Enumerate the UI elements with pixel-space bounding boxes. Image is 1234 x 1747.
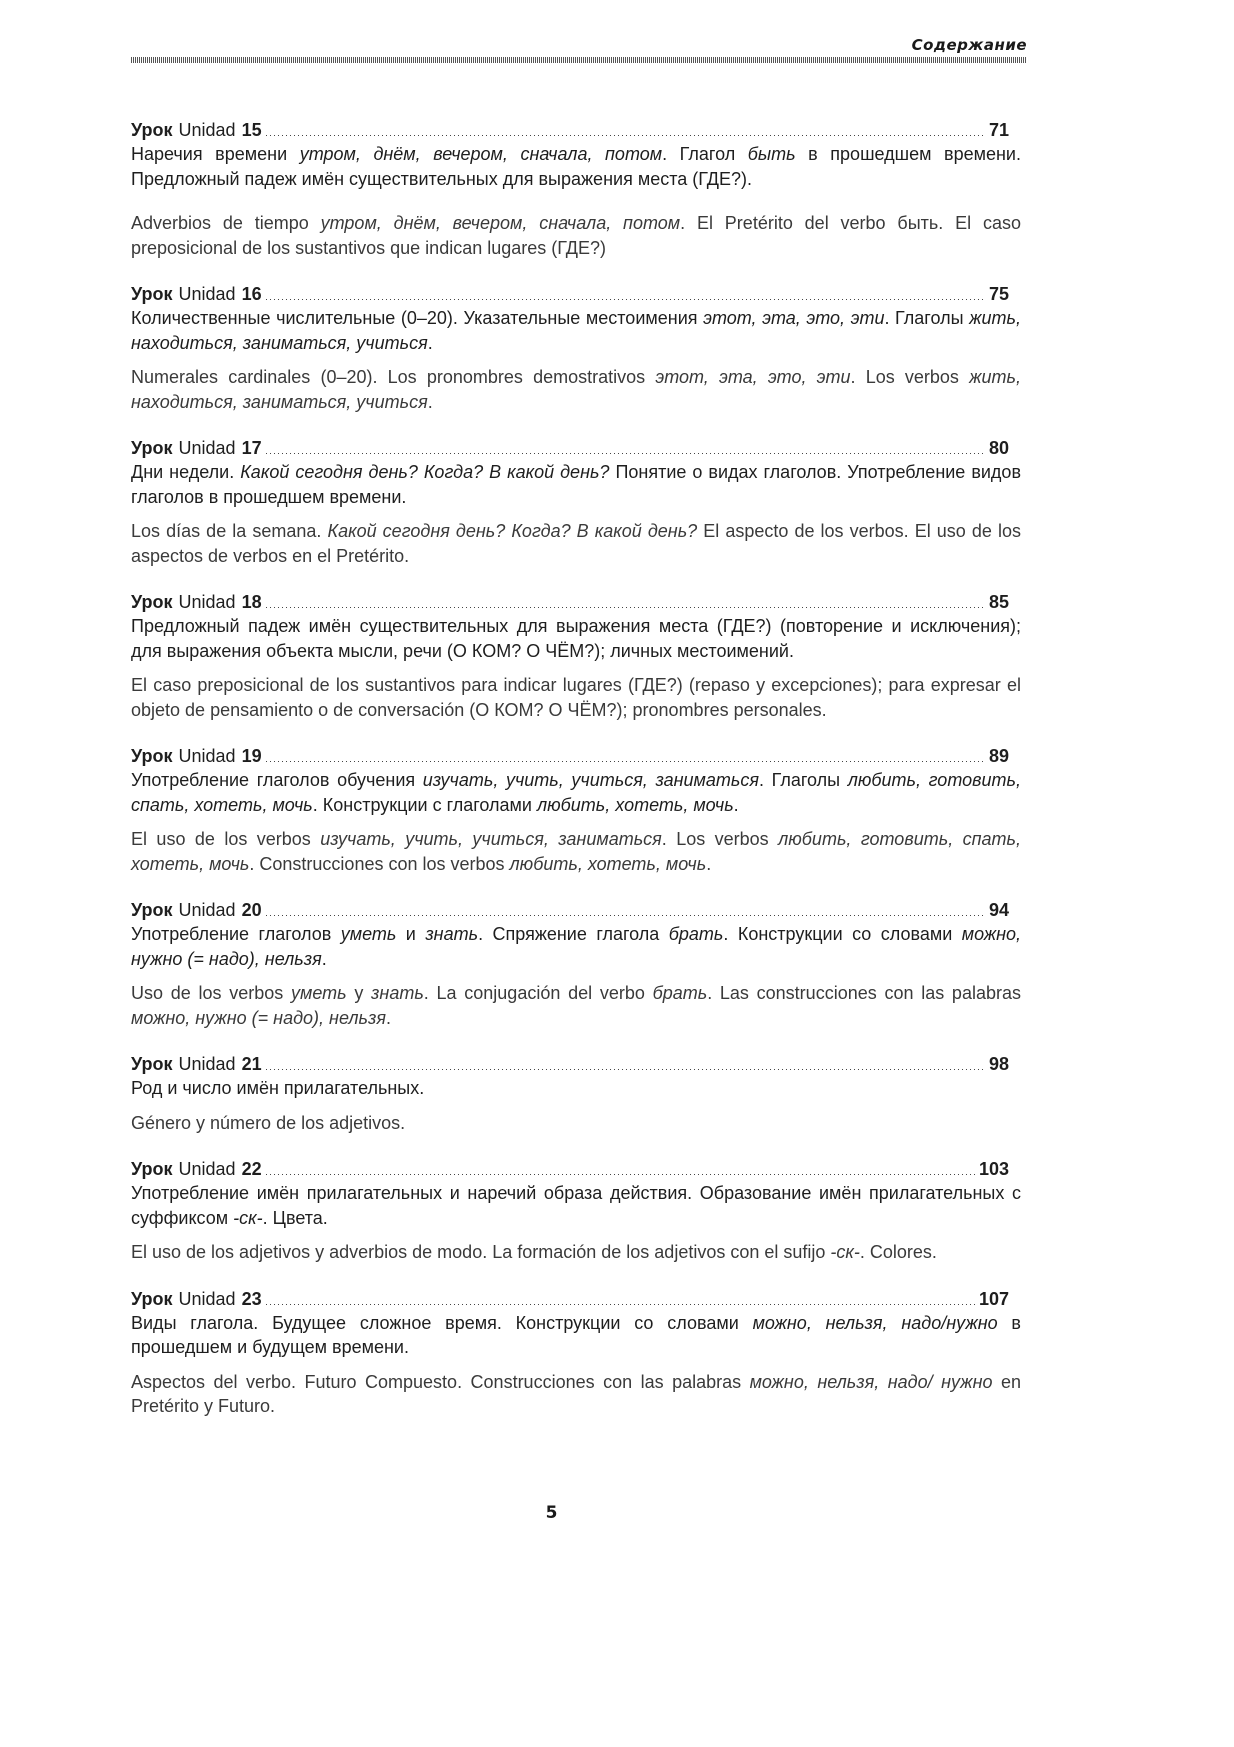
description-spanish — [131, 365, 1021, 414]
italic-term: жить, находиться, заниматься, учиться — [131, 367, 1021, 412]
italic-term: уметь — [290, 983, 347, 1003]
unit-label: Unidad — [178, 284, 236, 304]
lesson-page-number[interactable]: 80 — [988, 438, 1009, 458]
text-run: Adverbios de tiempo — [131, 213, 321, 233]
lesson-number: 23 — [241, 1288, 262, 1309]
unit-label: Unidad — [178, 438, 236, 458]
text-run: . Las construcciones con las palabras — [707, 983, 1021, 1003]
toc-entry-heading[interactable] — [131, 744, 1009, 768]
text-run: Род и число имён прилагательных. — [131, 1078, 425, 1098]
text-run: . Глагол — [662, 144, 748, 164]
lesson-number: 16 — [241, 284, 262, 304]
italic-term: изучать, учить, учиться, заниматься — [422, 770, 759, 790]
dot-leader — [266, 761, 985, 762]
text-run: . Los verbos — [661, 829, 779, 849]
text-run: и — [396, 924, 426, 944]
text-run: . — [385, 1007, 391, 1028]
dot-leader — [266, 135, 985, 136]
text-run: в прошедшем и будущем времени. — [131, 1312, 1021, 1357]
dot-leader — [266, 453, 985, 454]
description-russian — [131, 1181, 1021, 1230]
italic-term: -ск- — [830, 1242, 860, 1262]
description-russian — [131, 306, 1021, 355]
text-run: Uso de los verbos — [131, 983, 291, 1003]
description-russian — [131, 460, 1021, 509]
dot-leader — [266, 607, 985, 608]
text-run: . Глаголы — [884, 308, 970, 328]
description-russian — [131, 768, 1021, 817]
description-spanish — [131, 1370, 1021, 1419]
toc-entry-heading[interactable] — [131, 1157, 1009, 1181]
description-spanish — [131, 1111, 1021, 1136]
text-run: Aspectos del verbo. Futuro Compuesto. Construcciones con las palabras — [131, 1371, 750, 1392]
text-run: . — [733, 794, 739, 815]
text-run: . — [706, 853, 712, 874]
italic-term: Какой сегодня день? Когда? В какой день? — [240, 462, 610, 482]
text-run: . La conjugación del verbo — [423, 983, 653, 1003]
lesson-number: 21 — [241, 1054, 262, 1074]
text-run: Употребление глаголов обучения — [131, 770, 423, 790]
italic-term: жить, находиться, заниматься, учиться — [131, 308, 1021, 353]
italic-term: этот, эта, это, эти — [703, 308, 885, 328]
toc-entry — [131, 590, 1021, 722]
text-run: . Construcciones con los verbos — [249, 853, 510, 874]
italic-term: можно, нельзя, надо/нужно — [752, 1312, 998, 1333]
lesson-label: Урок — [131, 746, 173, 766]
table-of-contents — [131, 118, 1021, 1441]
text-run: Género y número de los adjetivos. — [131, 1112, 406, 1133]
text-run: Количественные числительные (0–20). Указательные местоимения — [131, 308, 704, 328]
lesson-number: 15 — [241, 120, 262, 140]
italic-term: любить, хотеть, мочь — [509, 853, 707, 874]
unit-label: Unidad — [178, 1159, 236, 1179]
lesson-label: Урок — [131, 900, 173, 920]
description-spanish — [131, 981, 1021, 1030]
lesson-label: Урок — [131, 120, 173, 140]
description-spanish — [131, 1240, 1021, 1265]
italic-term: можно, нужно (= надо), нельзя — [131, 1007, 386, 1028]
dot-leader — [266, 1304, 975, 1305]
lesson-page-number[interactable]: 107 — [978, 1288, 1009, 1309]
text-run: . — [321, 948, 327, 969]
text-run: . — [427, 391, 433, 412]
toc-entry-heading[interactable] — [131, 1287, 1009, 1311]
unit-label: Unidad — [178, 1054, 236, 1074]
text-run: . Colores. — [859, 1242, 937, 1262]
italic-term: утром, днём, вечером, сначала, потом — [320, 213, 681, 233]
toc-entry — [131, 898, 1021, 1030]
description-russian — [131, 1311, 1021, 1360]
italic-term: любить, готовить, спать, хотеть, мочь — [131, 829, 1021, 874]
toc-entry — [131, 1052, 1021, 1135]
text-run: . Глаголы — [758, 770, 848, 790]
unit-label: Unidad — [178, 120, 236, 140]
lesson-number: 22 — [241, 1159, 262, 1179]
text-run: . — [427, 332, 433, 353]
text-run: Употребление глаголов — [131, 924, 341, 944]
description-spanish — [131, 673, 1021, 722]
unit-label: Unidad — [178, 746, 236, 766]
description-russian — [131, 922, 1021, 971]
lesson-label: Урок — [131, 1288, 173, 1309]
lesson-page-number[interactable]: 94 — [988, 900, 1009, 920]
lesson-page-number[interactable]: 85 — [988, 592, 1009, 612]
text-run: в прошедшем времени. Предложный падеж имён существительных для выражения места (ГДЕ?). — [131, 144, 1021, 189]
dot-leader — [266, 1069, 985, 1070]
toc-entry-heading[interactable] — [131, 436, 1009, 460]
text-run: y — [346, 983, 372, 1003]
lesson-number: 18 — [241, 592, 262, 612]
lesson-label: Урок — [131, 284, 173, 304]
toc-entry-heading[interactable] — [131, 898, 1009, 922]
header-divider — [131, 57, 1027, 63]
italic-term: любить, готовить, спать, хотеть, мочь — [131, 770, 1021, 815]
lesson-number: 17 — [241, 438, 262, 458]
italic-term: быть — [747, 144, 796, 164]
text-run: . Los verbos — [850, 367, 970, 387]
lesson-number: 20 — [241, 900, 262, 920]
dot-leader — [266, 299, 985, 300]
italic-term: брать — [668, 924, 724, 944]
lesson-page-number[interactable]: 75 — [988, 284, 1009, 304]
description-spanish — [131, 827, 1021, 876]
dot-leader — [266, 915, 985, 916]
italic-term: знать — [371, 983, 424, 1003]
description-russian — [131, 1076, 1021, 1101]
description-russian — [131, 614, 1021, 663]
toc-entry — [131, 436, 1021, 568]
lesson-page-number[interactable]: 98 — [988, 1054, 1009, 1074]
text-run: . Цвета. — [262, 1207, 328, 1228]
text-run: Наречия времени — [131, 144, 300, 164]
text-run: Дни недели. — [131, 462, 241, 482]
text-run: El uso de los verbos — [131, 829, 321, 849]
toc-entry-heading[interactable] — [131, 282, 1009, 306]
italic-term: брать — [652, 983, 708, 1003]
text-run: . Спряжение глагола — [478, 924, 669, 944]
description-russian — [131, 142, 1021, 191]
toc-entry — [131, 1157, 1021, 1265]
lesson-label: Урок — [131, 1054, 173, 1074]
lesson-label: Урок — [131, 438, 173, 458]
italic-term: можно, нужно (= надо), нельзя — [131, 924, 1021, 969]
text-run: Предложный падеж имён существительных для выражения места (ГДЕ?) (повторение и исключения); для выражения объекта мысли, речи (О КОМ? О ЧЁМ?); личных местоимений. — [131, 616, 1021, 661]
page-number: 5 — [545, 1503, 558, 1523]
italic-term: знать — [425, 924, 479, 944]
unit-label: Unidad — [178, 592, 236, 612]
text-run: Употребление имён прилагательных и наречий образа действия. Образование имён прилагательных с суффиксом — [131, 1183, 1021, 1228]
text-run: Numerales cardinales (0–20). Los pronombres demostrativos — [131, 367, 656, 387]
italic-term: уметь — [340, 924, 397, 944]
unit-label: Unidad — [178, 1288, 236, 1309]
text-run: . Конструкции со словами — [723, 924, 962, 944]
running-header-title: Содержание — [911, 36, 1027, 54]
unit-label: Unidad — [178, 900, 236, 920]
text-run: en Pretérito y Futuro. — [131, 1371, 1021, 1416]
italic-term: Какой сегодня день? Когда? В какой день? — [327, 521, 698, 541]
toc-entry-heading[interactable] — [131, 590, 1009, 614]
toc-entry-heading[interactable] — [131, 118, 1009, 142]
text-run: El caso preposicional de los sustantivos para indicar lugares (ГДЕ?) (repaso y excepciones); para expresar el objeto de pensamiento o de conversación (О КОМ? О ЧЁМ?); pronombres personales. — [131, 675, 1021, 720]
toc-entry — [131, 118, 1021, 260]
text-run: . El Pretérito del verbo быть. El caso preposicional de los sustantivos que indican lugares (ГДЕ?) — [131, 213, 1021, 258]
italic-term: изучать, учить, учиться, заниматься — [320, 829, 662, 849]
lesson-label: Урок — [131, 592, 173, 612]
italic-term: можно, нельзя, надо/ нужно — [749, 1371, 993, 1392]
lesson-page-number[interactable]: 103 — [978, 1159, 1009, 1179]
text-run: Понятие о видах глаголов. Употребление видов глаголов в прошедшем времени. — [131, 462, 1022, 507]
italic-term: этот, эта, это, эти — [655, 367, 851, 387]
text-run: El uso de los adjetivos y adverbios de modo. La formación de los adjetivos con el sufijo — [131, 1242, 831, 1262]
lesson-number: 19 — [241, 746, 262, 766]
text-run: El aspecto de los verbos. El uso de los aspectos de verbos en el Pretérito. — [131, 521, 1021, 566]
italic-term: любить, хотеть, мочь — [536, 794, 734, 815]
italic-term: утром, днём, вечером, сначала, потом — [299, 144, 663, 164]
toc-entry — [131, 282, 1021, 414]
lesson-label: Урок — [131, 1159, 173, 1179]
lesson-page-number[interactable]: 89 — [988, 746, 1009, 766]
toc-entry — [131, 744, 1021, 876]
text-run: Los días de la semana. — [131, 521, 328, 541]
lesson-page-number[interactable]: 71 — [988, 120, 1009, 140]
description-spanish — [131, 211, 1021, 260]
toc-entry — [131, 1287, 1021, 1419]
text-run: . Конструкции с глаголами — [312, 794, 537, 815]
dot-leader — [266, 1174, 975, 1175]
text-run: Виды глагола. Будущее сложное время. Конструкции со словами — [131, 1312, 753, 1333]
description-spanish — [131, 519, 1021, 568]
toc-entry-heading[interactable] — [131, 1052, 1009, 1076]
italic-term: -ск- — [233, 1207, 263, 1228]
